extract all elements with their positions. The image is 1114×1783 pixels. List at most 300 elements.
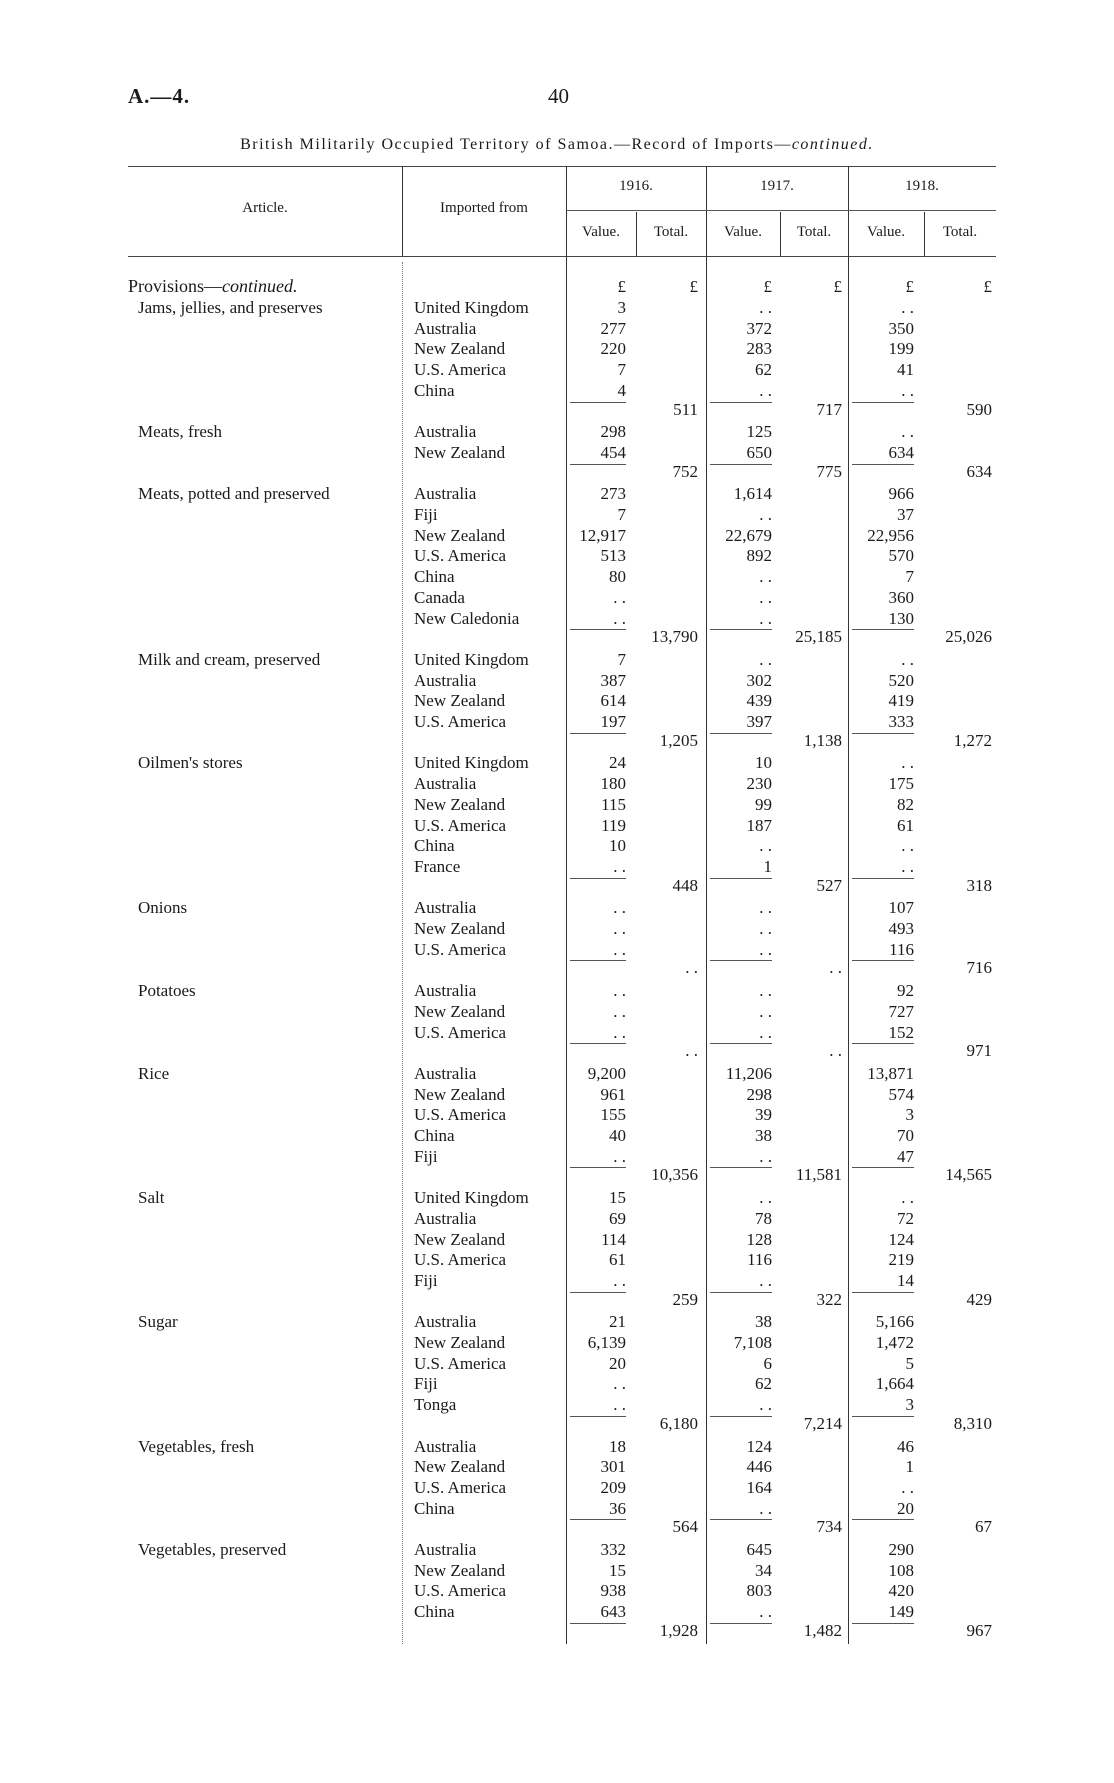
group-total-row (0, 875, 1114, 896)
header-year-1918: 1918. (905, 178, 939, 194)
total-1916: 511 (673, 399, 698, 419)
value-1918: 634 (888, 442, 914, 462)
value-1916: 513 (600, 546, 626, 566)
article-label: Salt (138, 1188, 165, 1208)
country-name: New Zealand (414, 339, 506, 359)
currency-t18: £ (983, 277, 992, 296)
value-1917: 62 (755, 1374, 772, 1394)
value-1917: . . (759, 1022, 772, 1042)
value-1918: . . (901, 836, 914, 856)
country-name: Tonga (414, 1395, 457, 1415)
value-1916: . . (613, 919, 626, 938)
value-1917: . . (759, 505, 772, 524)
value-1918: 290 (888, 1540, 914, 1559)
value-1918: 570 (888, 546, 914, 566)
value-1918: 107 (888, 898, 914, 918)
value-1917: 78 (755, 1208, 772, 1228)
country-name: U.S. America (414, 1353, 507, 1373)
table-row (0, 649, 1114, 670)
value-1918: 419 (888, 691, 914, 711)
value-1918: 130 (888, 608, 914, 628)
value-1917: 10 (755, 753, 772, 773)
value-1917: . . (759, 1602, 772, 1622)
value-1916: 80 (609, 567, 626, 587)
total-1916: 259 (672, 1289, 698, 1309)
table-row (0, 1353, 1114, 1374)
table-row (0, 566, 1114, 587)
table-row (0, 338, 1114, 359)
group-total-row (0, 461, 1114, 482)
country-name: Canada (414, 587, 465, 607)
value-1916: . . (613, 608, 626, 628)
table-row (0, 835, 1114, 856)
value-1918: 175 (888, 774, 914, 794)
currency-v17: £ (763, 277, 772, 296)
value-1916: . . (613, 587, 626, 607)
table-row (0, 1311, 1114, 1332)
country-name: New Zealand (414, 1001, 506, 1021)
value-1916: 4 (617, 380, 626, 400)
value-1918: . . (901, 856, 914, 876)
value-1916: 938 (600, 1581, 626, 1601)
value-1918: 199 (888, 339, 914, 359)
total-1918: 14,565 (945, 1165, 992, 1185)
article-label: Jams, jellies, and preserves (138, 298, 323, 317)
value-1918: 149 (888, 1602, 914, 1622)
value-1918: 72 (897, 1208, 914, 1228)
country-name: Australia (414, 774, 477, 794)
header-total-1917: Total. (796, 224, 832, 240)
value-1917: . . (759, 1188, 772, 1208)
table-row (0, 1208, 1114, 1229)
value-1916: 273 (600, 484, 626, 504)
total-1916: 1,205 (659, 730, 698, 750)
value-1916: 36 (609, 1498, 626, 1518)
country-name: Fiji (414, 1270, 438, 1290)
total-1917: 1,482 (803, 1620, 842, 1640)
value-1918: . . (901, 1477, 914, 1497)
country-name: U.S. America (414, 1105, 507, 1125)
table-top-rule (128, 166, 996, 167)
total-1916: . . (685, 1041, 698, 1061)
total-1918: 67 (975, 1517, 992, 1537)
header-total-1916: Total. (653, 224, 689, 240)
value-1916: 61 (609, 1250, 626, 1270)
header-year-1917: 1917. (760, 178, 794, 194)
value-1918: 966 (888, 484, 914, 504)
article-label: Vegetables, preserved (138, 1540, 287, 1559)
table-row (0, 483, 1114, 504)
value-1918: 727 (888, 1001, 914, 1021)
value-1917: 446 (746, 1457, 772, 1477)
value-1917: 99 (755, 794, 772, 814)
value-1918: 92 (897, 981, 914, 1001)
value-1916: 387 (600, 670, 626, 690)
table-row (0, 1001, 1114, 1022)
group-total-row (0, 1413, 1114, 1434)
total-1917: 1,138 (803, 730, 842, 750)
country-name: New Zealand (414, 1457, 506, 1477)
currency-v16: £ (617, 277, 626, 296)
country-name: U.S. America (414, 1250, 507, 1270)
value-1918: 61 (897, 815, 914, 835)
country-name: U.S. America (414, 1022, 507, 1042)
total-1917: 527 (816, 875, 842, 895)
value-1917: 11,206 (725, 1063, 772, 1083)
value-1918: 1 (905, 1457, 914, 1477)
table-row (0, 1580, 1114, 1601)
total-1916: 752 (672, 461, 698, 481)
total-1918: 967 (966, 1620, 992, 1640)
value-1917: . . (759, 649, 772, 669)
currency-row (0, 276, 1114, 297)
article-label: Sugar (138, 1312, 178, 1332)
total-1918: 634 (966, 461, 992, 481)
value-1918: . . (901, 422, 914, 442)
value-1918: . . (901, 298, 914, 317)
value-1917: 38 (755, 1312, 772, 1332)
country-name: Australia (414, 1540, 477, 1559)
value-1918: 7 (905, 567, 914, 587)
table-row (0, 690, 1114, 711)
currency-t16: £ (689, 277, 698, 296)
country-name: France (414, 856, 461, 876)
value-1917: 39 (755, 1105, 772, 1125)
article-label: Rice (138, 1063, 170, 1083)
year-subheader-rule (566, 210, 996, 211)
country-name: Australia (414, 981, 477, 1001)
value-1917: 164 (746, 1477, 772, 1497)
table-row (0, 318, 1114, 339)
value-1917: . . (759, 608, 772, 628)
country-name: China (414, 567, 455, 587)
total-1918: 590 (966, 399, 992, 419)
value-1916: 155 (600, 1105, 626, 1125)
total-1916: 10,356 (651, 1165, 698, 1185)
value-1916: 114 (601, 1229, 626, 1249)
value-1916: . . (613, 981, 626, 1001)
value-1916: 197 (600, 712, 626, 731)
value-1917: . . (759, 1270, 772, 1290)
value-1917: . . (759, 836, 772, 856)
country-name: Australia (414, 670, 477, 690)
total-1916: 564 (672, 1517, 698, 1537)
total-1917: 717 (816, 399, 842, 419)
value-1916: 10 (609, 836, 626, 856)
value-1916: 220 (600, 339, 626, 359)
value-1917: 1 (763, 856, 772, 876)
value-1918: 13,871 (867, 1063, 914, 1083)
value-1918: . . (901, 753, 914, 773)
country-name: New Zealand (414, 525, 506, 545)
table-row (0, 1104, 1114, 1125)
section-title: Provisions— (128, 276, 223, 296)
value-1917: . . (759, 567, 772, 587)
value-1916: 9,200 (587, 1063, 626, 1083)
group-total-row (0, 399, 1114, 420)
value-1918: 46 (897, 1436, 914, 1456)
table-row (0, 587, 1114, 608)
total-1916: 448 (672, 875, 698, 895)
table-row (0, 1560, 1114, 1581)
total-1917: 7,214 (803, 1413, 842, 1433)
value-1917: . . (759, 1001, 772, 1021)
value-1917: 302 (746, 670, 772, 690)
total-1916: 1,928 (659, 1620, 698, 1640)
value-1918: 41 (897, 360, 914, 380)
value-1918: . . (901, 649, 914, 669)
value-1917: 124 (746, 1436, 772, 1456)
value-1916: 119 (601, 815, 626, 835)
value-1917: 650 (746, 442, 772, 462)
value-1916: 332 (600, 1540, 626, 1559)
value-1916: . . (613, 1146, 626, 1166)
table-row (0, 918, 1114, 939)
table-row (0, 815, 1114, 836)
country-name: Australia (414, 1436, 477, 1456)
country-name: U.S. America (414, 815, 507, 835)
table-row (0, 1373, 1114, 1394)
value-1916: . . (613, 1374, 626, 1394)
country-name: New Caledonia (414, 608, 520, 628)
table-row (0, 1249, 1114, 1270)
value-1917: . . (759, 1146, 772, 1166)
value-1917: . . (759, 939, 772, 959)
country-name: New Zealand (414, 1084, 506, 1104)
group-total-row (0, 957, 1114, 978)
country-name: Australia (414, 484, 477, 504)
total-1918: 8,310 (953, 1413, 992, 1433)
value-1916: 15 (609, 1188, 626, 1208)
value-1918: 350 (888, 318, 914, 338)
total-1916: 13,790 (651, 627, 698, 647)
country-name: China (414, 1602, 455, 1622)
value-1918: 574 (888, 1084, 914, 1104)
value-1918: 493 (888, 919, 914, 938)
country-name: U.S. America (414, 712, 507, 731)
country-name: China (414, 836, 455, 856)
value-1917: . . (759, 1395, 772, 1415)
total-1916: . . (685, 958, 698, 978)
value-1918: . . (901, 1188, 914, 1208)
currency-v18: £ (905, 277, 914, 296)
value-1916: 18 (609, 1436, 626, 1456)
table-row (0, 773, 1114, 794)
total-1917: . . (829, 1041, 842, 1061)
country-name: Australia (414, 1312, 477, 1332)
value-1916: 7 (617, 360, 626, 380)
table-row (0, 1084, 1114, 1105)
value-1916: 7 (617, 505, 626, 524)
value-1918: 1,664 (875, 1374, 914, 1394)
country-name: Australia (414, 898, 477, 918)
country-name: New Zealand (414, 919, 506, 938)
total-1916: 6,180 (659, 1413, 698, 1433)
article-label: Meats, fresh (138, 422, 223, 442)
value-1917: 892 (746, 546, 772, 566)
table-row (0, 525, 1114, 546)
table-row (0, 1477, 1114, 1498)
value-1917: 803 (746, 1581, 772, 1601)
value-1916: 69 (609, 1208, 626, 1228)
value-1916: 40 (609, 1126, 626, 1145)
group-total-row (0, 1164, 1114, 1185)
country-name: New Zealand (414, 794, 506, 814)
country-name: Australia (414, 1063, 477, 1083)
value-1916: 277 (600, 318, 626, 338)
value-1918: 3 (905, 1395, 914, 1415)
value-1918: 14 (897, 1270, 914, 1290)
title-continued: continued. (791, 136, 874, 153)
value-1918: 124 (888, 1229, 914, 1249)
country-name: New Zealand (414, 691, 506, 711)
country-name: China (414, 1498, 455, 1518)
value-1916: 7 (617, 649, 626, 669)
value-1917: 38 (755, 1126, 772, 1145)
country-name: U.S. America (414, 939, 507, 959)
country-name: United Kingdom (414, 298, 529, 317)
article-label: Oilmen's stores (138, 753, 243, 773)
header-bottom-rule (128, 256, 996, 257)
value-1918: 20 (897, 1498, 914, 1518)
table-row (0, 421, 1114, 442)
value-1916: 12,917 (579, 525, 626, 545)
value-1917: . . (759, 380, 772, 400)
value-1916: . . (613, 856, 626, 876)
article-label: Vegetables, fresh (138, 1436, 255, 1456)
header-article: Article. (242, 200, 288, 216)
table-row (0, 794, 1114, 815)
total-1918: 429 (966, 1289, 992, 1309)
value-1916: . . (613, 1022, 626, 1042)
value-1918: 420 (888, 1581, 914, 1601)
value-1916: 298 (600, 422, 626, 442)
header-total-1918: Total. (942, 224, 978, 240)
value-1918: . . (901, 380, 914, 400)
page-number: 40 (548, 84, 569, 108)
table-row (0, 359, 1114, 380)
country-name: United Kingdom (414, 753, 529, 773)
header-value-1918: Value. (867, 224, 905, 240)
country-name: China (414, 380, 455, 400)
value-1917: 372 (746, 318, 772, 338)
header-value-1917: Value. (724, 224, 762, 240)
header-imported-from: Imported from (440, 200, 528, 216)
value-1918: 22,956 (867, 525, 914, 545)
value-1916: 15 (609, 1560, 626, 1580)
value-1917: . . (759, 898, 772, 918)
value-1918: 108 (888, 1560, 914, 1580)
table-row (0, 1125, 1114, 1146)
value-1917: 283 (746, 339, 772, 359)
value-1918: 5,166 (875, 1312, 914, 1332)
header-year-1916: 1916. (619, 178, 653, 194)
table-row (0, 297, 1114, 318)
country-name: Fiji (414, 1374, 438, 1394)
total-1917: . . (829, 958, 842, 978)
value-1918: 219 (888, 1250, 914, 1270)
table-row (0, 1539, 1114, 1560)
country-name: United Kingdom (414, 649, 529, 669)
table-row (0, 1229, 1114, 1250)
country-name: China (414, 1126, 455, 1145)
country-name: Australia (414, 1208, 477, 1228)
value-1917: . . (759, 298, 772, 317)
value-1918: 152 (888, 1022, 914, 1042)
country-name: New Zealand (414, 1333, 506, 1352)
table-row (0, 980, 1114, 1001)
table-row (0, 1456, 1114, 1477)
value-1918: 37 (897, 505, 914, 524)
value-1918: 82 (897, 794, 914, 814)
value-1917: 230 (746, 774, 772, 794)
value-1917: 6 (763, 1353, 772, 1373)
value-1917: . . (759, 587, 772, 607)
value-1917: 1,614 (733, 484, 772, 504)
header-value-1916: Value. (582, 224, 620, 240)
value-1917: . . (759, 1498, 772, 1518)
value-1917: 22,679 (725, 525, 772, 545)
value-1916: 301 (600, 1457, 626, 1477)
country-name: Australia (414, 318, 477, 338)
value-1916: . . (613, 939, 626, 959)
value-1918: 3 (905, 1105, 914, 1125)
group-total-row (0, 1620, 1114, 1641)
value-1918: 47 (897, 1146, 914, 1166)
value-1917: 34 (755, 1560, 772, 1580)
table-row (0, 1187, 1114, 1208)
value-1917: 439 (746, 691, 772, 711)
value-1916: 454 (600, 442, 626, 462)
group-total-row (0, 1516, 1114, 1537)
value-1916: 24 (609, 753, 626, 773)
value-1917: 298 (746, 1084, 772, 1104)
group-total-row (0, 1040, 1114, 1061)
value-1917: 116 (747, 1250, 772, 1270)
page-reference: A.—4. (128, 84, 191, 108)
value-1916: 643 (600, 1602, 626, 1622)
country-name: New Zealand (414, 442, 506, 462)
value-1916: 21 (609, 1312, 626, 1332)
article-label: Potatoes (138, 981, 196, 1001)
group-total-row (0, 730, 1114, 751)
title-main: British Militarily Occupied Territory of Samoa.—Record of Imports— (240, 136, 792, 153)
section-continued: continued. (222, 276, 298, 296)
value-1917: 645 (746, 1540, 772, 1559)
value-1917: 128 (746, 1229, 772, 1249)
article-label: Onions (138, 898, 188, 918)
value-1917: 62 (755, 360, 772, 380)
value-1916: 961 (600, 1084, 626, 1104)
value-1918: 70 (897, 1126, 914, 1145)
article-label: Meats, potted and preserved (138, 484, 330, 504)
article-label: Milk and cream, preserved (138, 649, 321, 669)
value-1916: . . (613, 898, 626, 918)
value-1916: 20 (609, 1353, 626, 1373)
total-1918: 318 (966, 875, 992, 895)
total-1917: 734 (816, 1517, 842, 1537)
value-1918: 520 (888, 670, 914, 690)
value-1918: 333 (888, 712, 914, 731)
country-name: Australia (414, 422, 477, 442)
country-name: New Zealand (414, 1229, 506, 1249)
value-1918: 1,472 (875, 1333, 914, 1352)
table-row (0, 1332, 1114, 1353)
table-row (0, 504, 1114, 525)
value-1916: . . (613, 1270, 626, 1290)
group-total-row (0, 626, 1114, 647)
total-1917: 322 (816, 1289, 842, 1309)
